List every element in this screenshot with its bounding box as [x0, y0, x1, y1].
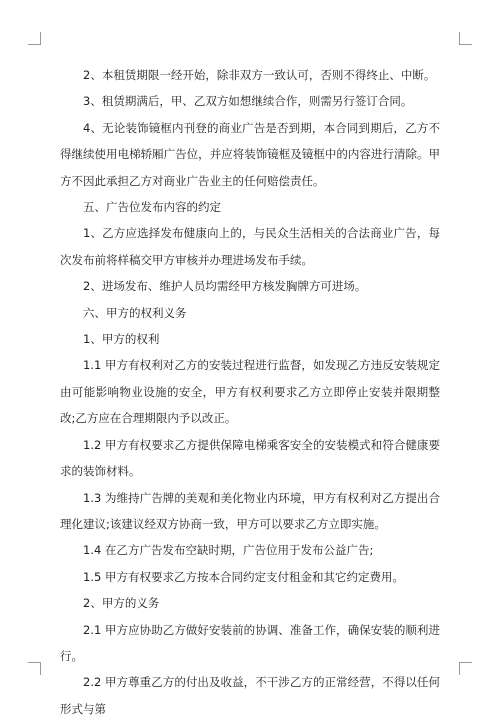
crop-mark-top-right — [459, 32, 472, 45]
document-body — [60, 62, 440, 722]
crop-mark-bottom-left — [28, 662, 41, 675]
subsection-heading: 2、甲方的义务 — [83, 596, 160, 611]
section-heading: 六、甲方的权利义务 — [83, 305, 187, 320]
clause-paragraph: 1.2 甲方有权要求乙方提供保障电梯乘客安全的安装模式和符合健康要求的装饰材料。 — [60, 437, 440, 479]
clause-paragraph: 2、进场发布、维护人员均需经甲方核发胸牌方可进场。 — [83, 279, 367, 294]
crop-mark-bottom-right — [459, 662, 472, 675]
clause-paragraph: 2.2 甲方尊重乙方的付出及收益，不干涉乙方的正常经营，不得以任何形式与第 — [60, 675, 440, 716]
clause-paragraph: 3、租赁期满后，甲、乙双方如想继续合作，则需另行签订合同。 — [83, 94, 413, 109]
clause-paragraph: 4、无论装饰镜框内刊登的商业广告是否到期，本合同到期后，乙方不得继续使用电梯轿厢广告位，并应将装饰镜框及镜框中的内容进行清除。甲方不因此承担乙方对商业广告业主的任何赔偿责任。 — [60, 120, 440, 188]
clause-paragraph: 1.3 为维持广告牌的美观和美化物业内环境，甲方有权利对乙方提出合理化建议;该建议经双方协商一致，甲方可以要求乙方立即实施。 — [60, 490, 440, 531]
clause-paragraph: 1.1 甲方有权利对乙方的安装过程进行监督，如发现乙方违反安装规定由可能影响物业设施的安全，甲方有权利要求乙方立即停止安装并限期整改;乙方应在合理期限内予以改正。 — [60, 358, 440, 426]
section-heading: 五、广告位发布内容的约定 — [83, 200, 221, 215]
clause-paragraph: 1.5 甲方有权要求乙方按本合同约定支付租金和其它约定费用。 — [83, 569, 404, 584]
clause-paragraph: 1.4 在乙方广告发布空缺时期，广告位用于发布公益广告; — [83, 543, 374, 558]
clause-paragraph: 2.1 甲方应协助乙方做好安装前的协调、准备工作，确保安装的顺利进行。 — [60, 622, 440, 663]
crop-mark-top-left — [28, 32, 41, 45]
clause-paragraph: 1、乙方应选择发布健康向上的，与民众生活相关的合法商业广告，每次发布前将样稿交甲方审核并办理进场发布手续。 — [60, 226, 440, 267]
clause-paragraph: 2、本租赁期限一经开始，除非双方一致认可，否则不得终止、中断。 — [83, 68, 436, 82]
subsection-heading: 1、甲方的权利 — [83, 332, 160, 347]
